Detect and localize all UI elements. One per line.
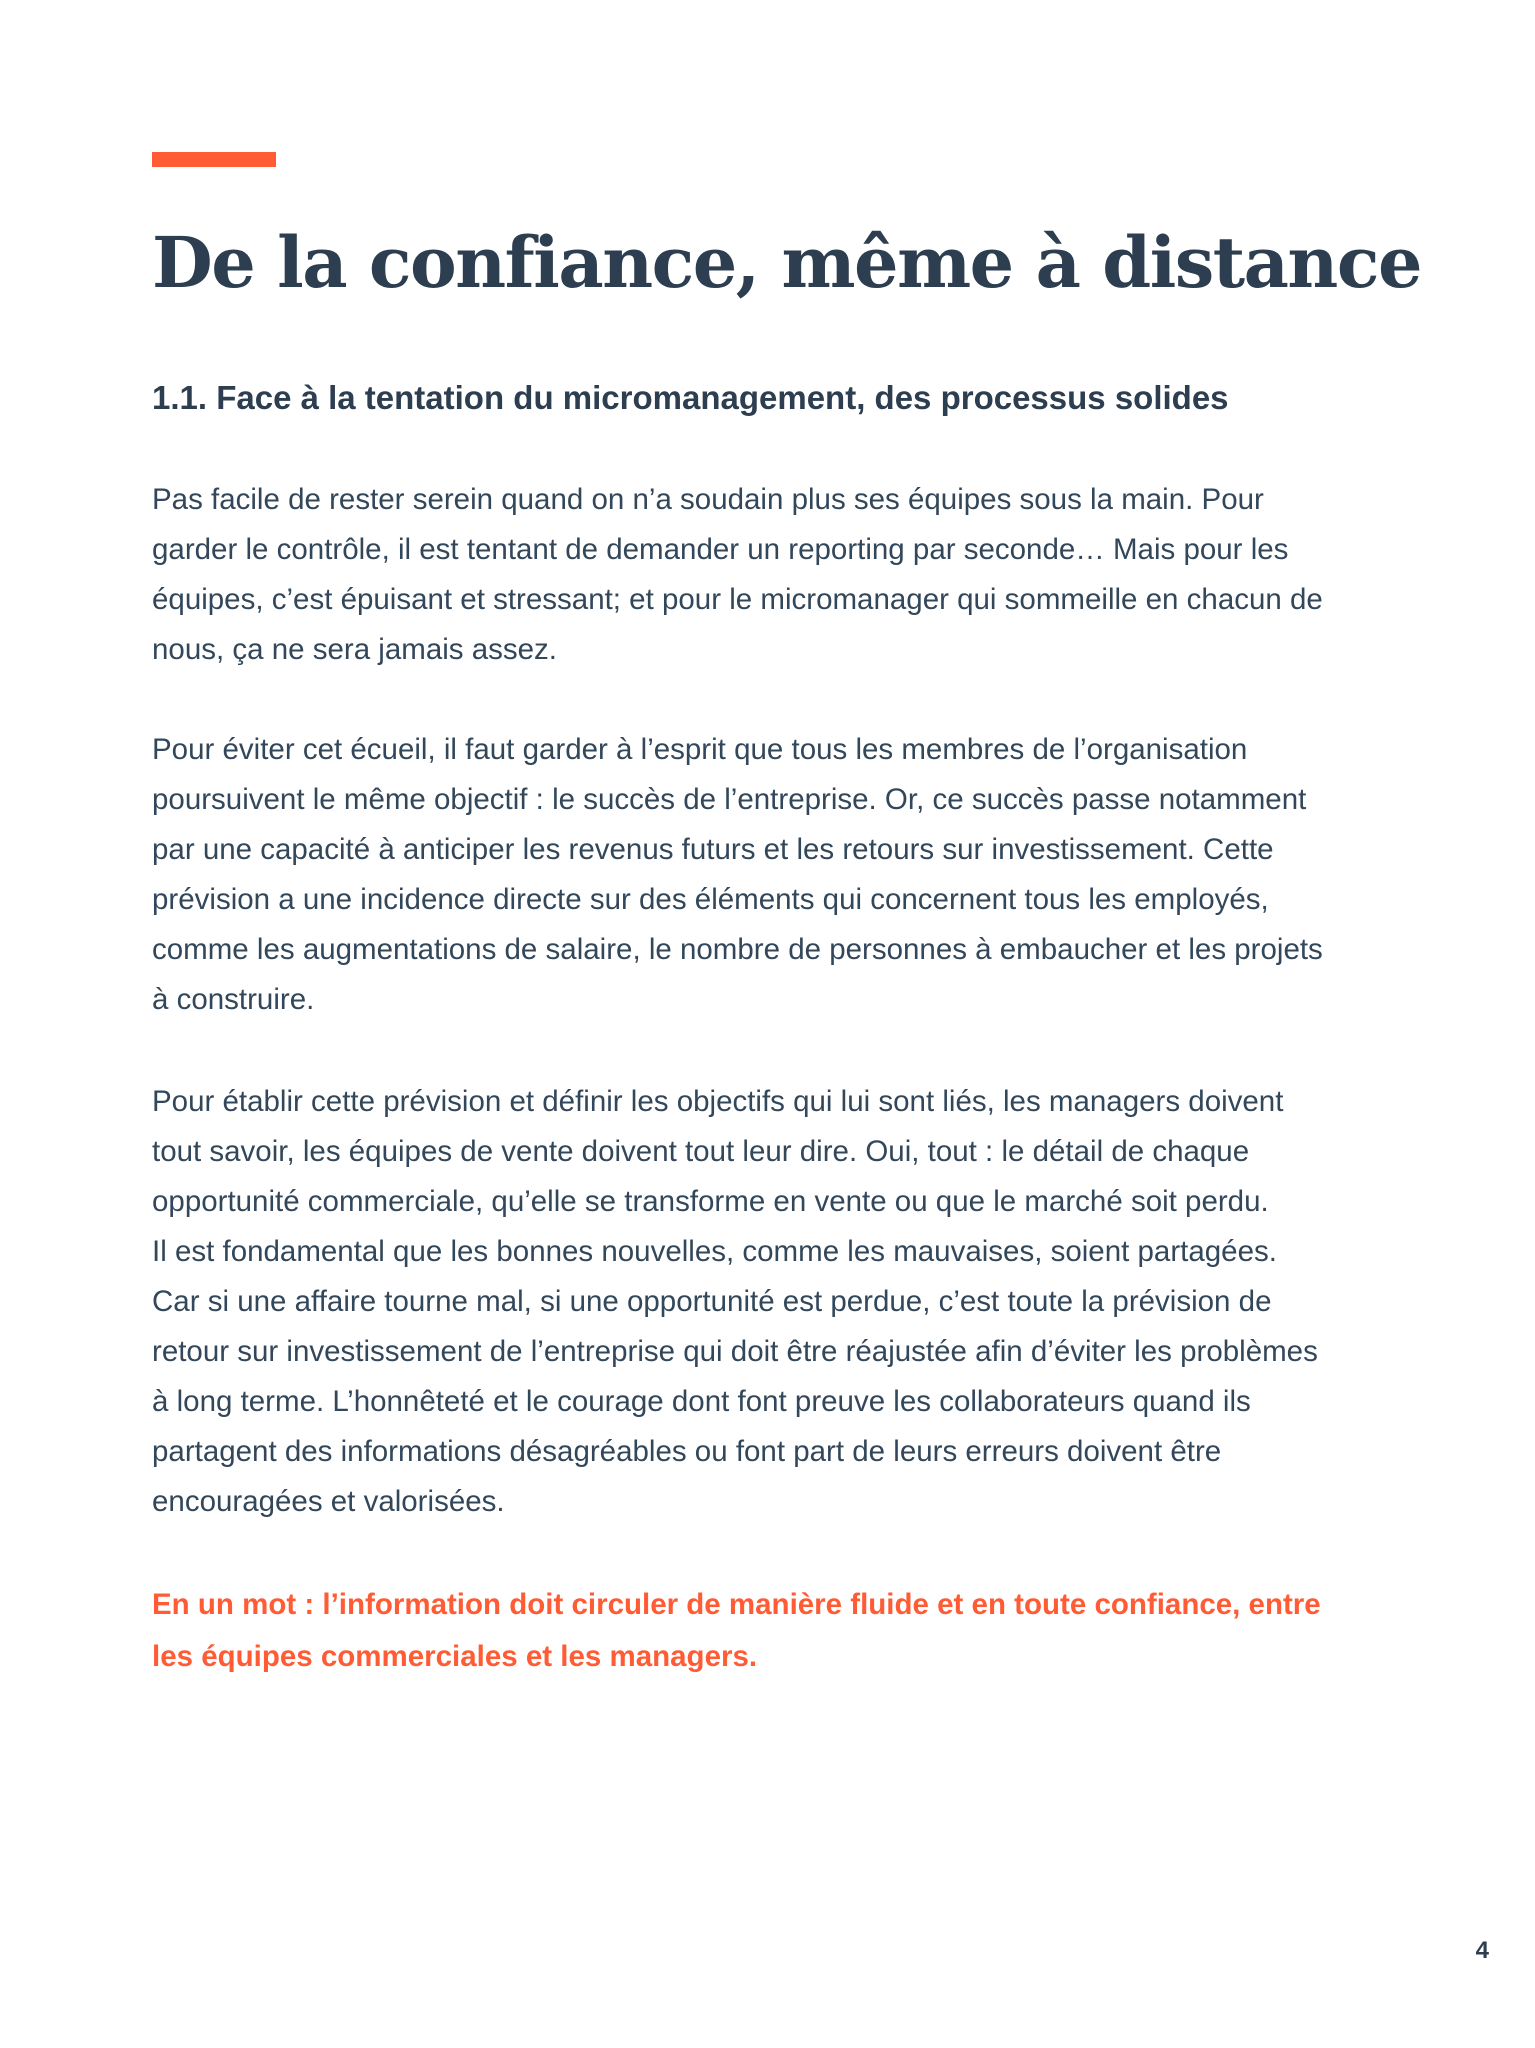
body-paragraph: Pas facile de rester serein quand on n’a soudain plus ses équipes sous la main. Pour garder le contrôle, il est tentant de demander un reporting par seconde… Mais pour les équipes, c’est épuisant et stressant; et pour le micromanager qui sommeille en chacun de nous, ça ne sera jamais assez. bbox=[152, 483, 1323, 666]
body-paragraph: Pour éviter cet écueil, il faut garder à l’esprit que tous les membres de l’organisation poursuivent le même objectif : le succès de l’entreprise. Or, ce succès passe notamment par une capacité à anticiper les revenus futurs et les retours sur investissement. Cette prévision a une incidence directe sur des éléments qui concernent tous les employés, comme les augmentations de salaire, le nombre de personnes à embaucher et les projets à construire. bbox=[152, 733, 1323, 1016]
page-title: De la confiance, même à distance bbox=[152, 221, 1421, 304]
page-number: 4 bbox=[1475, 1937, 1489, 1964]
accent-bar bbox=[152, 152, 276, 167]
body-paragraph: Pour établir cette prévision et définir les objectifs qui lui sont liés, les managers doivent tout savoir, les équipes de vente doivent tout leur dire. Oui, tout : le détail de chaque opportunité commerciale, qu’elle se transforme en vente ou que le marché soit perdu. Il est fondamental que les bonnes nouvelles, comme les mauvaises, soient partagées. Car si une affaire tourne mal, si une opportunité est perdue, c’est toute la prévision de retour sur investissement de l’entreprise qui doit être réajustée afin d’éviter les problèmes à long terme. L’honnêteté et le courage dont font preuve les collaborateurs quand ils partagent des informations désagréables ou font part de leurs erreurs doivent être encouragées et valorisées. bbox=[152, 1085, 1318, 1518]
section-heading: 1.1. Face à la tentation du micromanagement, des processus solides bbox=[152, 379, 1229, 416]
highlighted-conclusion: En un mot : l’information doit circuler de manière fluide et en toute confiance, entre les équipes commerciales et les managers. bbox=[152, 1588, 1321, 1673]
